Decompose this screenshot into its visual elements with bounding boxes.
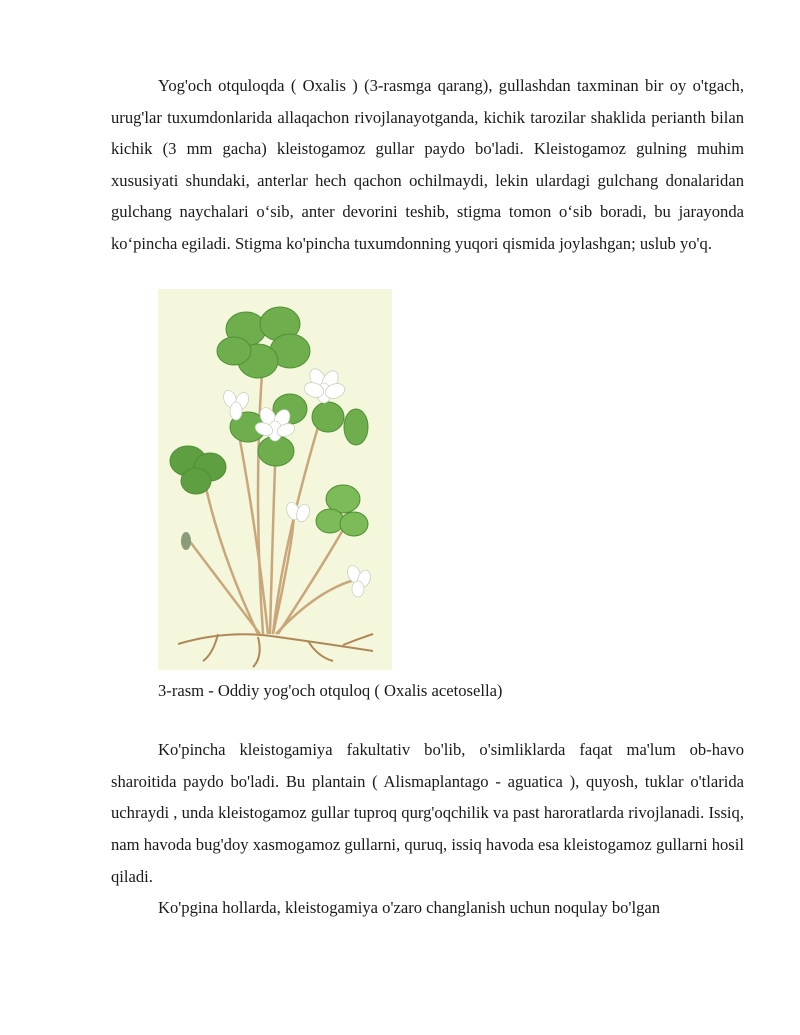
figure-oxalis-illustration — [158, 289, 392, 670]
buds — [181, 532, 191, 550]
oxalis-plant-image — [158, 289, 392, 670]
paragraph-oxalis: Yog'och otquloqda ( Oxalis ) (3-rasmga qarang), gullashdan taxminan bir oy o'tgach, urug'lar tuxumdonlarida allaqachon rivojlanayotganda, kichik tarozilar shaklida perianth bilan kichik (3 mm gacha) kleistogamoz gullar paydo bo'ladi. Kleistogamoz gulning muhim xususiyati shundaki, anterlar hech qachon ochilmaydi, lekin ulardagi gulchang donalaridan gulchang naychalari o‘sib, anter devorini teshib, stigma tomon o‘sib boradi, bu jarayonda ko‘pincha egiladi. Stigma ko'pincha tuxumdonning yuqori qismida joylashgan; uslub yo'q. — [111, 76, 744, 253]
paragraph-cleistogamy: Ko'pincha kleistogamiya fakultativ bo'lib, o'simliklarda faqat ma'lum ob-havo sharoitida paydo bo'ladi. Bu plantain ( Alismaplantago - aguatica ), quyosh, tuklar o'tlarida uchraydi , unda kleistogamoz gullar tuproq qurg'oqchilik va past haroratlarda rivojlanadi. Issiq, nam havoda bug'doy xasmogamoz gullarni, quruq, issiq havoda esa kleistogamoz gullarni hosil qiladi. — [111, 740, 744, 886]
paragraph-continuation: Ko'pgina hollarda, kleistogamiya o'zaro changlanish uchun noqulay bo'lgan — [158, 898, 661, 918]
document-page — [111, 70, 744, 924]
figure-caption: 3-rasm - Oddiy yog'och otquloq ( Oxalis acetosella) — [158, 680, 503, 700]
